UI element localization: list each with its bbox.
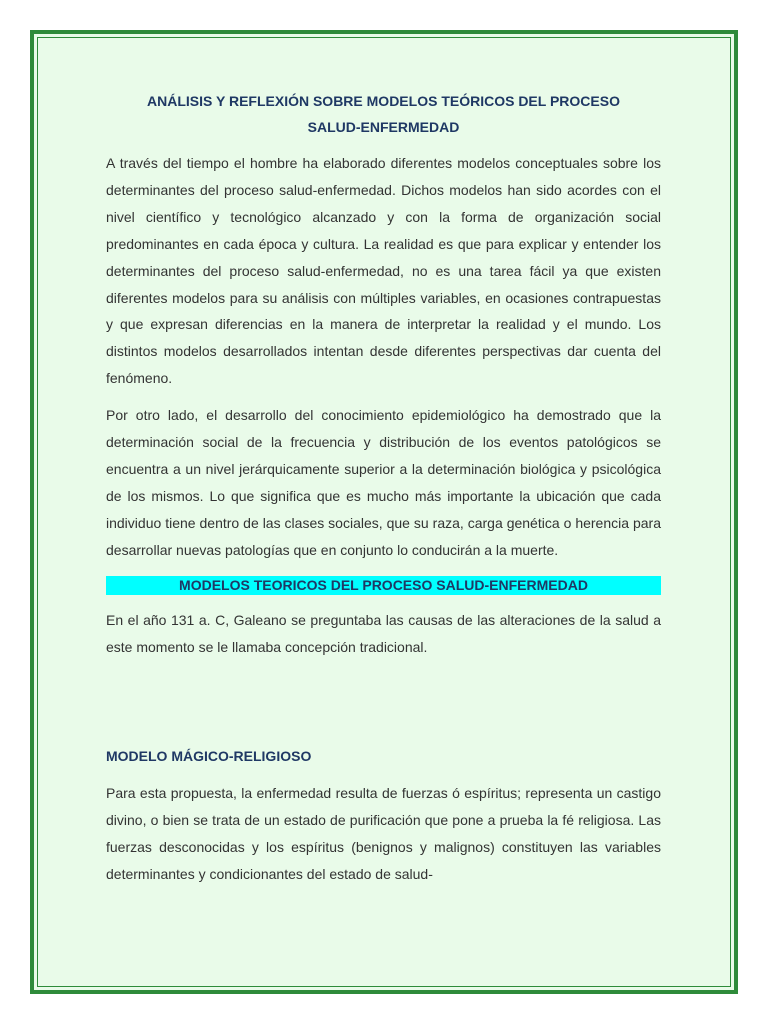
document-page [30, 30, 738, 994]
subheading-magico-religioso: MODELO MÁGICO-RELIGIOSO [106, 748, 312, 765]
paragraph-magico-religioso: Para esta propuesta, la enfermedad resulta de fuerzas ó espíritus; representa un castigo divino, o bien se trata de un estado de purificación que pone a prueba la fé religiosa. Las fuerzas desconocidas y los espíritus (benignos y malignos) constituyen las variables determinantes y condicionantes del estado de salud- [106, 785, 661, 883]
title-line-2: SALUD-ENFERMEDAD [307, 119, 460, 135]
section-heading: MODELOS TEORICOS DEL PROCESO SALUD-ENFERMEDAD [106, 576, 661, 595]
paragraph-intro: A través del tiempo el hombre ha elaborado diferentes modelos conceptuales sobre los determinantes del proceso salud-enfermedad. Dichos modelos han sido acordes con el nivel científico y tecnológico alcanzado y con la forma de organización social predominantes en cada época y cultura. La realidad es que para explicar y entender los determinantes del proceso salud-enfermedad, no es una tarea fácil ya que existen diferentes modelos para su análisis con múltiples variables, en ocasiones contrapuestas y que expresan diferencias en la manera de interpretar la realidad y el mundo. Los distintos modelos desarrollados intentan desde diferentes perspectivas dar cuenta del fenómeno. [106, 155, 661, 387]
paragraph-galeano: En el año 131 a. C, Galeano se preguntaba las causas de las alteraciones de la salud a este momento se le llamaba concepción tradicional. [106, 611, 661, 655]
document-content [106, 88, 661, 898]
document-title [106, 88, 661, 140]
title-line-1: ANÁLISIS Y REFLEXIÓN SOBRE MODELOS TEÓRICOS DEL PROCESO [147, 93, 620, 109]
paragraph-epidemiology: Por otro lado, el desarrollo del conocimiento epidemiológico ha demostrado que la determinación social de la frecuencia y distribución de los eventos patológicos se encuentra a un nivel jerárquicamente superior a la determinación biológica y psicológica de los mismos. Lo que significa que es mucho más importante la ubicación que cada individuo tiene dentro de las clases sociales, que su raza, carga genética o herencia para desarrollar nuevas patologías que en conjunto lo conducirán a la muerte. [106, 407, 661, 558]
